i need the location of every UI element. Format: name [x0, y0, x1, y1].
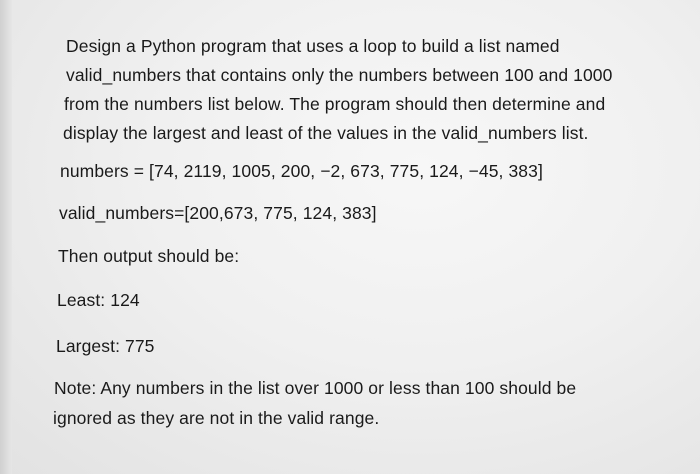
note-line: Note: Any numbers in the list over 1000 or less than 100 should be [54, 378, 577, 398]
paragraph-line: display the largest and least of the values in the valid_numbers list. [63, 123, 589, 143]
paragraph-line: Design a Python program that uses a loop to build a list named [66, 36, 560, 56]
numbers-list-line: numbers = [74, 2119, 1005, 200, −2, 673, 775, 124, −45, 383] [60, 161, 543, 181]
largest-output-line: Largest: 775 [56, 336, 155, 356]
valid-numbers-line: valid_numbers=[200,673, 775, 124, 383] [59, 203, 377, 223]
paragraph-line: from the numbers list below. The program should then determine and [64, 94, 606, 114]
note-line: ignored as they are not in the valid range. [53, 408, 380, 428]
least-output-line: Least: 124 [57, 290, 140, 310]
output-intro-line: Then output should be: [58, 246, 240, 266]
paragraph-line: valid_numbers that contains only the numbers between 100 and 1000 [66, 65, 613, 85]
